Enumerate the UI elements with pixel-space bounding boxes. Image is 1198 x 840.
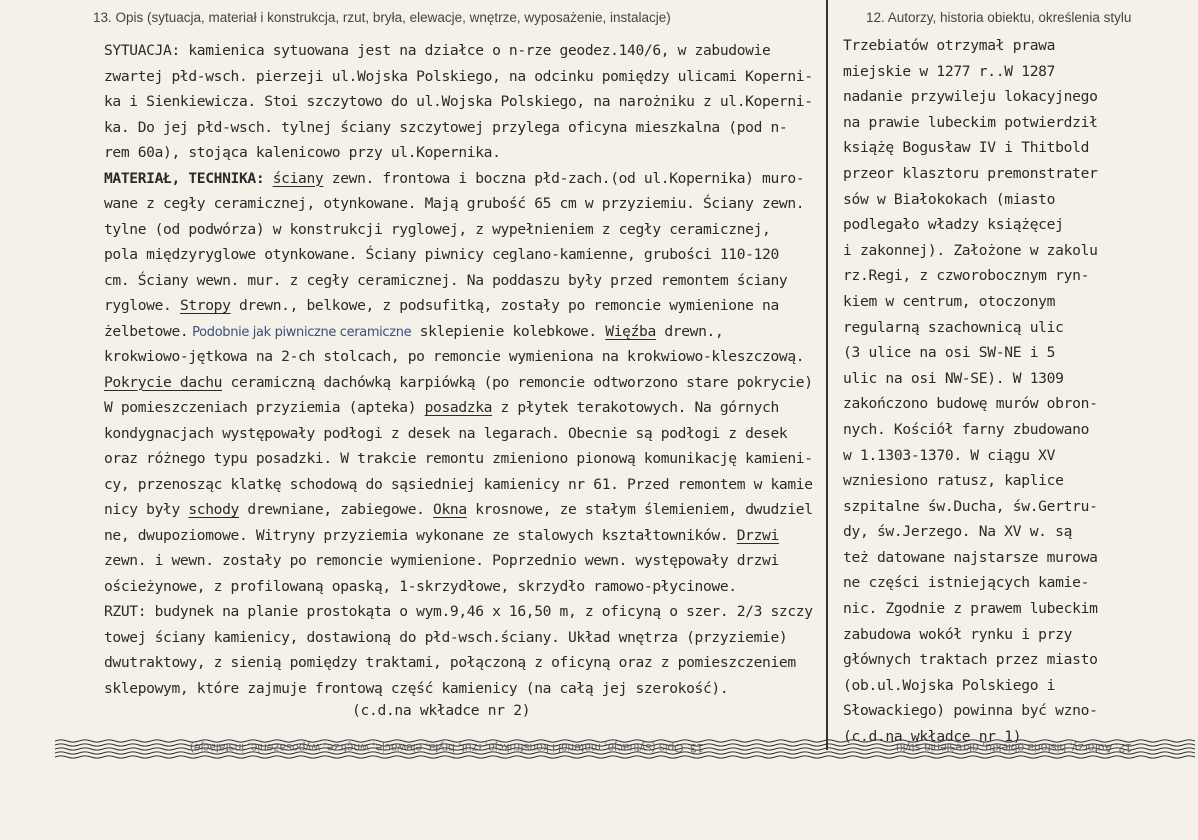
column-divider — [826, 0, 828, 750]
history-line: też datowane najstarsze murowa — [843, 548, 1098, 566]
text-run: drewn., belkowe, z podsufitką, zostały po remoncie wymienione na — [230, 297, 779, 314]
inserted-text: Podobnie jak piwniczne ceramiczne — [188, 324, 412, 340]
description-line — [104, 319, 824, 345]
description-line — [104, 625, 824, 651]
underlined-term: Stropy — [179, 297, 231, 314]
text-run: nicy były — [104, 501, 189, 518]
text-run: żelbetowe. — [104, 322, 189, 340]
description-line — [104, 472, 824, 498]
text-run: W pomieszczeniach przyziemia (apteka) — [104, 399, 425, 416]
underlined-term: Okna — [433, 501, 467, 518]
description-line — [104, 293, 824, 319]
text-run: ka. Do jej płd-wsch. tylnej ściany szczytowej przylega oficyna mieszkalna (pod n- — [104, 118, 788, 136]
text-run: krokwiowo-jętkowa na 2-ch stolcach, po remoncie wymieniona na krokwiowo-kleszczową. — [104, 348, 805, 365]
text-run: ościeżynowe, z profilowaną opaską, 1-skrzydłowe, skrzydło ramowo-płycinowe. — [104, 577, 737, 595]
description-line — [104, 64, 824, 90]
text-run: tylne (od podwórza) w konstrukcji ryglowej, z wypełnieniem z cegły ceramicznej, — [104, 220, 771, 238]
history-line: podlegało władzy książęcej — [843, 216, 1064, 234]
description-line — [104, 421, 824, 447]
history-line: (c.d.na wkładce nr 1) — [843, 728, 1022, 746]
text-run: zewn. i wewn. zostały po remoncie wymienione. Poprzednio wewn. występowały drzwi — [104, 552, 779, 569]
text-run: dwutraktowy, z sienią pomiędzy traktami, połączoną z oficyną oraz z pomieszczeniem — [104, 654, 796, 671]
history-line: zabudowa wokół rynku i przy — [843, 625, 1073, 643]
history-line: i zakonnej). Założone w zakolu — [843, 241, 1098, 259]
history-line: (3 ulice na osi SW-NE i 5 — [843, 344, 1056, 362]
text-run: oraz różnego typu posadzki. W trakcie remontu zmieniono pionową komunikację kamieni- — [104, 450, 813, 467]
text-run: zewn. frontowa i boczna płd-zach.(od ul.Kopernika) muro- — [323, 169, 805, 187]
text-run: RZUT: budynek na planie prostokąta o wym.9,46 x 16,50 m, z oficyną o szer. 2/3 szczy — [104, 603, 813, 620]
history-line: na prawie lubeckim potwierdził — [843, 113, 1098, 131]
history-line: rz.Regi, z czworobocznym ryn- — [843, 267, 1090, 285]
text-run: SYTUACJA: kamienica sytuowana jest na działce o n-rze geodez.140/6, w zabudowie — [104, 42, 771, 59]
history-line: wzniesiono ratusz, kaplice — [843, 472, 1064, 490]
underlined-term: Drzwi — [736, 526, 779, 544]
text-run: wane z cegły ceramicznej, otynkowane. Mają grubość 65 cm w przyziemiu. Ściany zewn. — [104, 195, 805, 212]
text-run — [264, 170, 272, 187]
history-line: sów w Białokokach (miasto — [843, 190, 1056, 208]
description-line — [104, 191, 824, 217]
history-line: miejskie w 1277 r..W 1287 — [843, 62, 1056, 80]
description-line — [104, 599, 824, 625]
description-line — [104, 344, 824, 370]
underlined-term: posadzka — [424, 399, 493, 416]
description-line — [104, 548, 824, 574]
text-run: sklepowym, które zajmuje frontową część kamienicy (na całą jej szerokość). — [104, 679, 729, 697]
history-line: w 1.1303-1370. W ciągu XV — [843, 446, 1056, 464]
text-run: ryglowe. — [104, 297, 180, 314]
history-line: głównych traktach przez miasto — [843, 651, 1098, 669]
history-line: regularną szachownicą ulic — [843, 318, 1064, 336]
underlined-term: schody — [188, 501, 239, 518]
history-line: Słowackiego) powinna być wzno- — [843, 702, 1098, 720]
underlined-term: Więźba — [605, 322, 656, 340]
text-run: towej ściany kamienicy, dostawioną do płd-wsch.ściany. Układ wnętrza (przyziemie) — [104, 628, 788, 646]
description-line — [104, 115, 824, 141]
description-line — [104, 242, 824, 268]
description-line — [104, 38, 824, 64]
history-line: nic. Zgodnie z prawem lubeckim — [843, 600, 1098, 618]
text-run: ne, dwupoziomowe. Witryny przyziemia wykonane ze stalowych kształtowników. — [104, 526, 737, 544]
history-line: przeor klasztoru premonstrater — [843, 164, 1098, 182]
text-run: cm. Ściany wewn. mur. z cegły ceramicznej. Na poddaszu były przed remontem ściany — [104, 271, 788, 289]
text-run: krosnowe, ze stałym ślemieniem, dwudziel — [466, 501, 813, 518]
history-line: kiem w centrum, otoczonym — [843, 292, 1056, 310]
text-run: cy, przenosząc klatkę schodową do sąsiedniej kamienicy nr 61. Przed remontem w kamie — [104, 475, 813, 493]
description-line — [104, 140, 824, 166]
underlined-term: Pokrycie dachu — [104, 373, 223, 391]
description-line — [104, 89, 824, 115]
description-line — [104, 574, 824, 600]
section-12-header: 12. Autorzy, historia obiektu, określenia stylu — [866, 10, 1132, 25]
history-line: nadanie przywileju lokacyjnego — [843, 88, 1098, 106]
history-line: ne części istniejących kamie- — [843, 574, 1090, 592]
text-run: ceramiczną dachówką karpiówką (po remoncie odtworzono stare pokrycie) — [222, 373, 813, 391]
history-line: szpitalne św.Ducha, św.Gertru- — [843, 497, 1098, 515]
text-run: z płytek terakotowych. Na górnych — [492, 399, 779, 416]
description-line — [104, 370, 824, 396]
description-line — [104, 217, 824, 243]
text-run: rem 60a), stojąca kalenicowo przy ul.Kopernika. — [104, 144, 501, 161]
wave-line — [55, 756, 1195, 758]
history-line: nych. Kościół farny zbudowano — [843, 420, 1090, 438]
description-text — [104, 38, 824, 701]
description-line — [104, 497, 824, 523]
text-run: pola międzyryglowe otynkowane. Ściany piwnicy ceglano-kamienne, grubości 110-120 — [104, 246, 779, 263]
history-text — [843, 33, 1173, 750]
history-line: książę Bogusław IV i Thitbold — [843, 139, 1090, 157]
history-line: zakończono budowę murów obron- — [843, 395, 1098, 413]
description-line — [104, 446, 824, 472]
description-line — [104, 650, 824, 676]
underlined-term: ściany — [272, 169, 324, 187]
continued-note: (c.d.na wkładce nr 2) — [352, 702, 531, 719]
text-run: drewn., — [655, 322, 724, 340]
history-line: ulic na osi NW-SE). W 1309 — [843, 369, 1064, 387]
history-line: (ob.ul.Wojska Polskiego i — [843, 676, 1056, 694]
section-13-header: 13. Opis (sytuacja, materiał i konstrukcja, rzut, bryła, elewacje, wnętrze, wyposażenie, instalacje) — [93, 10, 671, 25]
history-line: Trzebiatów otrzymał prawa — [843, 37, 1056, 54]
text-run: ka i Sienkiewicza. Stoi szczytowo do ul.Wojska Polskiego, na narożniku z ul.Koperni- — [104, 93, 813, 110]
text-run: zwartej płd-wsch. pierzeji ul.Wojska Polskiego, na odcinku pomiędzy ulicami Koperni- — [104, 67, 813, 85]
description-line — [104, 166, 824, 192]
history-line: dy, św.Jerzego. Na XV w. są — [843, 523, 1073, 541]
description-line — [104, 676, 824, 702]
mirrored-header-left: 13. Opis (sytuacja, materiał i konstrukcja, rzut, bryła, elewacje, wnętrze, wyposażenie, instalacje) — [190, 741, 704, 755]
description-line — [104, 523, 824, 549]
mirrored-header-right: 12. Autorzy, historia obiektu, określenia stylu — [896, 741, 1132, 755]
text-run: sklepienie kolebkowe. — [411, 322, 606, 340]
section-label: MATERIAŁ, TECHNIKA: — [104, 169, 265, 187]
description-line — [104, 395, 824, 421]
text-run: kondygnacjach występowały podłogi z desek na legarach. Obecnie są podłogi z desek — [104, 424, 788, 442]
description-line — [104, 268, 824, 294]
text-run: drewniane, zabiegowe. — [239, 501, 434, 518]
